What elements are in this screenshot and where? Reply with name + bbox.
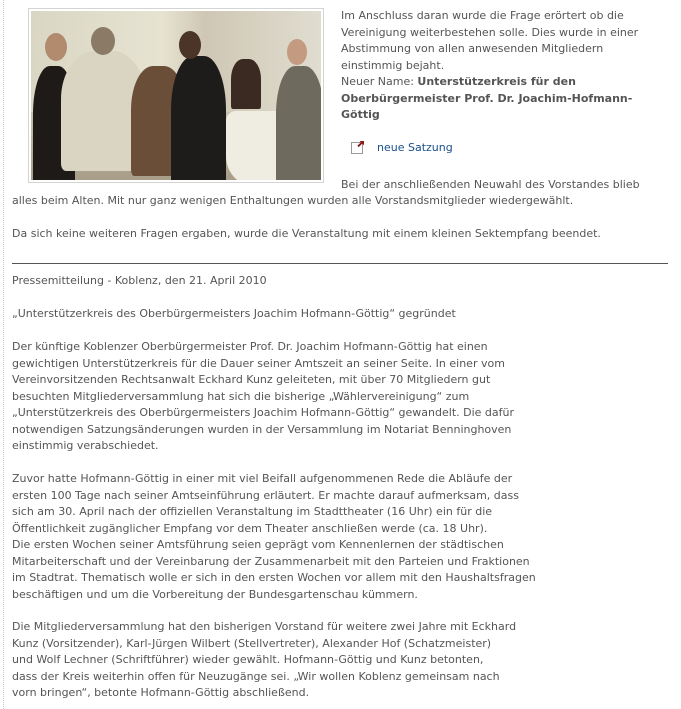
- intro-line: Im Anschluss daran wurde die Frage erörtert ob die: [341, 9, 624, 22]
- text-line: Die ersten Wochen seiner Amtsführung seien geprägt vom Kennenlernen der städtischen: [12, 538, 504, 551]
- election-line-1: Bei der anschließenden Neuwahl des Vorstandes blieb: [341, 178, 640, 191]
- text-line: sich am 30. April nach der offiziellen Veranstaltung im Stadttheater (16 Uhr) ein für die: [12, 505, 493, 518]
- intro-line: einstimmig bejaht.: [341, 58, 445, 72]
- text-line: ersten 100 Tage nach seiner Amtseinführung erläutert. Er machte darauf aufmerksam, dass: [12, 488, 519, 502]
- text-line: vorn bringen“, betonte Hofmann-Göttig abschließend.: [12, 686, 310, 699]
- left-dotted-border: [3, 0, 4, 709]
- text-line: „Unterstützerkreis des Oberbürgermeisters Joachim Hofmann-Göttig“ gewandelt. Die dafür: [12, 406, 515, 419]
- press-paragraph-3: [12, 619, 672, 702]
- text-line: notwendigen Satzungsänderungen wurden in der Versammlung im Notariat Benninghoven: [12, 422, 512, 436]
- text-line: Vereinvorsitzenden Rechtsanwalt Eckhard Kunz geleiteten, mit über 70 Mitgliedern gut: [12, 373, 491, 386]
- section-divider: [12, 263, 668, 264]
- closing-text: Da sich keine weiteren Fragen ergaben, wurde die Veranstaltung mit einem kleinen Sektempfang beendet.: [12, 227, 601, 240]
- new-name-value: Unterstützerkreis für den: [417, 75, 576, 88]
- intro-line: Vereinigung weiterbestehen solle. Dies wurde in einer: [341, 25, 639, 39]
- text-line: Kunz (Vorsitzender), Karl-Jürgen Wilbert (Stellvertreter), Alexander Hof (Schatzmeister): [12, 636, 492, 650]
- text-line: Der künftige Koblenzer Oberbürgermeister Prof. Dr. Joachim Hofmann-Göttig hat einen: [12, 340, 488, 353]
- text-line: Mitarbeiterschaft und der Vereinbarung der Zusammenarbeit mit den Parteien und Fraktionen: [12, 554, 530, 568]
- text-line: Die Mitgliederversammlung hat den bisherigen Vorstand für weitere zwei Jahre mit Eckhard: [12, 620, 517, 633]
- press-paragraph-2: [12, 471, 672, 603]
- text-line: einstimmig verabschiedet.: [12, 439, 159, 452]
- text-line: dass der Kreis weiterhin offen für Neuzugänge sei. „Wir wollen Koblenz gemeinsam nach: [12, 669, 500, 683]
- text-line: beschäftigen und um die Vorbereitung der Bundesgartenschau kümmern.: [12, 587, 418, 601]
- satzung-link[interactable]: neue Satzung: [377, 141, 453, 154]
- external-link-icon[interactable]: [351, 142, 363, 154]
- new-name-label: Neuer Name:: [341, 75, 418, 88]
- press-paragraph-1: [12, 339, 672, 455]
- new-name-value-cont: Oberbürgermeister Prof. Dr. Joachim-Hofmann-: [341, 91, 633, 105]
- text-line: gewichtigen Unterstützerkreis für die Dauer seiner Amtszeit an seiner Seite. In einer vom: [12, 356, 505, 370]
- text-line: im Stadtrat. Thematisch wolle er sich in den ersten Wochen vor allem mit den Haushaltsfragen: [12, 571, 536, 584]
- text-line: Öffentlichkeit zugänglicher Empfang vor dem Theater anschließen werde (ca. 18 Uhr).: [12, 521, 488, 535]
- text-line: und Wolf Lechner (Schriftführer) wieder gewählt. Hofmann-Göttig und Kunz betonten,: [12, 653, 484, 666]
- press-dateline: Pressemitteilung - Koblenz, den 21. April 2010: [12, 274, 267, 287]
- event-photo: [28, 8, 324, 183]
- intro-text: [341, 8, 671, 124]
- satzung-link-row[interactable]: [351, 141, 453, 154]
- election-line-2: alles beim Alten. Mit nur ganz wenigen Enthaltungen wurden alle Vorstandsmitglieder wiedergewählt.: [12, 194, 574, 207]
- intro-line: Abstimmung von allen anwesenden Mitgliedern: [341, 42, 604, 55]
- text-line: besuchten Mitgliederversammlung hat sich die bisherige „Wählervereinigung“ zum: [12, 389, 470, 403]
- photo-image: [31, 11, 321, 180]
- new-name-line: [341, 74, 671, 91]
- text-line: Zuvor hatte Hofmann-Göttig in einer mit viel Beifall aufgenommenen Rede die Abläufe der: [12, 472, 513, 485]
- press-headline: „Unterstützerkreis des Oberbürgermeisters Joachim Hofmann-Göttig“ gegründet: [12, 307, 456, 320]
- new-name-value-cont: Göttig: [341, 108, 380, 121]
